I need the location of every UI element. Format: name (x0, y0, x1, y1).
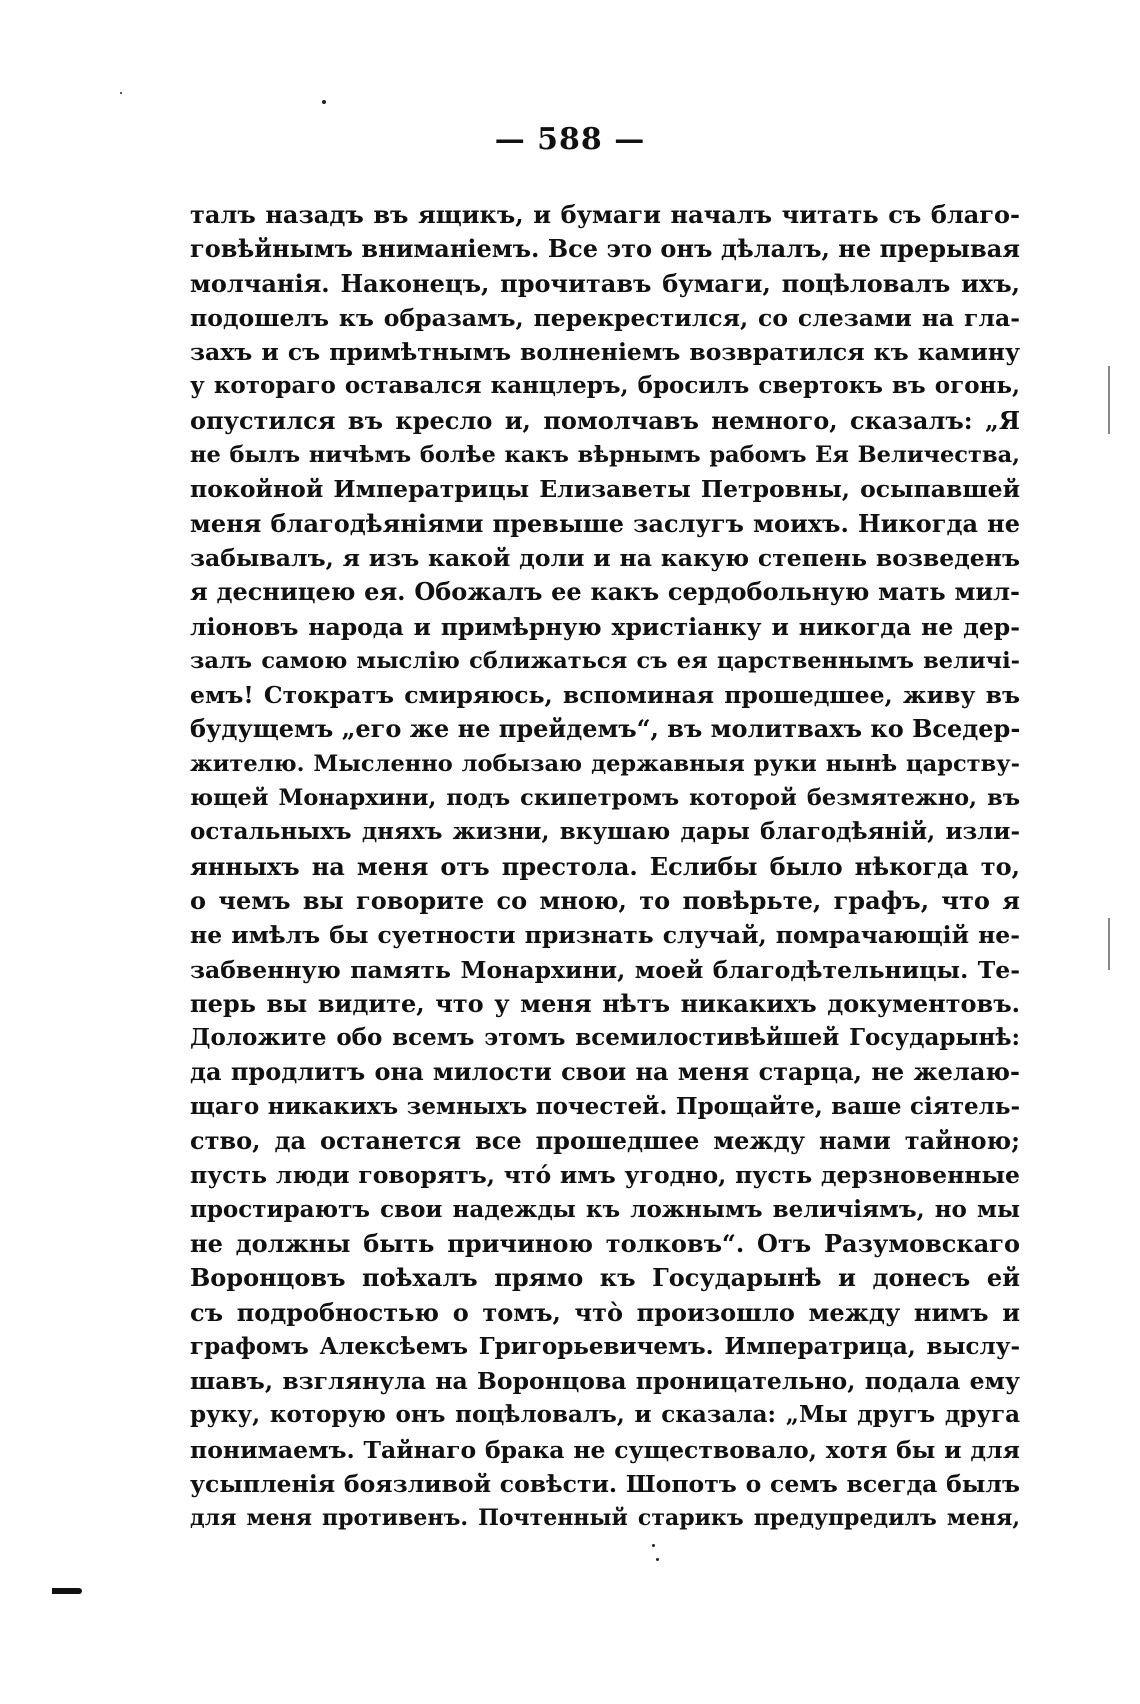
text-line: съ подробностью о томъ, что̀ произошло между нимъ и (190, 1297, 1020, 1327)
text-line: подошелъ къ образамъ, перекрестился, со слезами на гла- (190, 303, 1020, 332)
text-line: ющей Монархини, подъ скипетромъ которой безмятежно, въ (190, 785, 1020, 812)
text-line: не должны быть причиною толковъ“. Отъ Разумовскаго (190, 1228, 1020, 1258)
text-line: о чемъ вы говорите со мною, то повѣрьте, графъ, что я (190, 885, 1020, 915)
scan-margin-line (1108, 366, 1110, 434)
text-line: перь вы видите, что у меня нѣтъ никакихъ документовъ. (190, 988, 1020, 1018)
text-line: ліоновъ народа и примѣрную христіанку и никогда не дер- (190, 612, 1020, 641)
page-number: — 588 — (494, 122, 646, 157)
text-line: покойной Императрицы Елизаветы Петровны, осыпавшей (190, 475, 1020, 504)
text-line: говѣйнымъ вниманіемъ. Все это онъ дѣлалъ, не прерывая (190, 234, 1020, 264)
text-line: усыпленія боязливой совѣсти. Шопотъ о семъ всегда былъ (190, 1469, 1020, 1498)
text-line: не былъ ничѣмъ болѣе какъ вѣрнымъ рабомъ Ея Величества, (190, 442, 1020, 469)
text-line: простираютъ свои надежды къ ложнымъ величіямъ, но мы (190, 1195, 1020, 1223)
text-line: да продлитъ она милости свои на меня старца, не желаю- (190, 1057, 1020, 1087)
text-line: не имѣлъ бы суетности признать случай, помрачающій не- (190, 921, 1020, 950)
text-line: графомъ Алексѣемъ Григорьевичемъ. Императрица, выслу- (190, 1332, 1020, 1360)
text-line: забывалъ, я изъ какой доли и на какую степень возведенъ (190, 543, 1020, 572)
text-line: у котораго оставался канцлеръ, бросилъ свертокъ въ огонь, (190, 372, 1020, 400)
text-line: захъ и съ примѣтнымъ волненіемъ возвратился къ камину (190, 338, 1020, 367)
text-line: Доложите обо всемъ этомъ всемилостивѣйшей Государынѣ: (190, 1024, 1020, 1052)
body-text (190, 198, 1020, 1536)
scan-speck (656, 1558, 659, 1561)
text-line: янныхъ на меня отъ престола. Еслибы было нѣкогда то, (190, 851, 1020, 881)
text-line: щаго никакихъ земныхъ почестей. Прощайте, ваше сіятель- (190, 1092, 1020, 1120)
text-line: будущемъ „его же не прейдемъ“, въ молитвахъ ко Вседер- (190, 714, 1020, 744)
text-line: молчанія. Наконецъ, прочитавъ бумаги, поцѣловалъ ихъ, (190, 268, 1020, 298)
text-line: я десницею ея. Обожалъ ее какъ сердобольную мать мил- (190, 577, 1020, 607)
scan-speck (322, 100, 326, 104)
scan-margin-line (1108, 918, 1110, 970)
text-line: шавъ, взглянула на Воронцова проницательно, подала ему (190, 1367, 1020, 1396)
scan-speck (652, 1544, 655, 1547)
text-line: остальныхъ дняхъ жизни, вкушаю дары благодѣяній, изли- (190, 818, 1020, 846)
text-line: залъ самою мыслію сближаться съ ея царственнымъ величі- (190, 647, 1020, 674)
text-line: жителю. Мысленно лобызаю державныя руки нынѣ царству- (190, 750, 1020, 777)
text-line: понимаемъ. Тайнаго брака не существовало, хотя бы и для (190, 1435, 1020, 1464)
text-line: меня благодѣяніями превыше заслугъ моихъ. Никогда не (190, 508, 1020, 538)
text-line: забвенную память Монархини, моей благодѣтельницы. Те- (190, 955, 1020, 984)
scan-corner-mark (52, 1588, 82, 1594)
text-line: Воронцовъ поѣхалъ прямо къ Государынѣ и донесъ ей (190, 1263, 1020, 1293)
text-line: для меня противенъ. Почтенный старикъ предупредилъ меня, (190, 1505, 1020, 1532)
text-line: емъ! Стократъ смиряюсь, вспоминая прошедшее, живу въ (190, 681, 1020, 710)
text-line: ство, да останется все прошедшее между нами тайною; (190, 1126, 1020, 1156)
text-line: руку, которую онъ поцѣловалъ, и сказала: „Мы другъ друга (190, 1401, 1020, 1429)
text-line: талъ назадъ въ ящикъ, и бумаги началъ читать съ благо- (190, 200, 1020, 229)
text-line: опустился въ кресло и, помолчавъ немного, сказалъ: „Я (190, 405, 1020, 435)
scan-speck (120, 92, 122, 94)
text-line: пусть люди говорятъ, что́ имъ угодно, пусть дерзновенные (190, 1161, 1020, 1190)
